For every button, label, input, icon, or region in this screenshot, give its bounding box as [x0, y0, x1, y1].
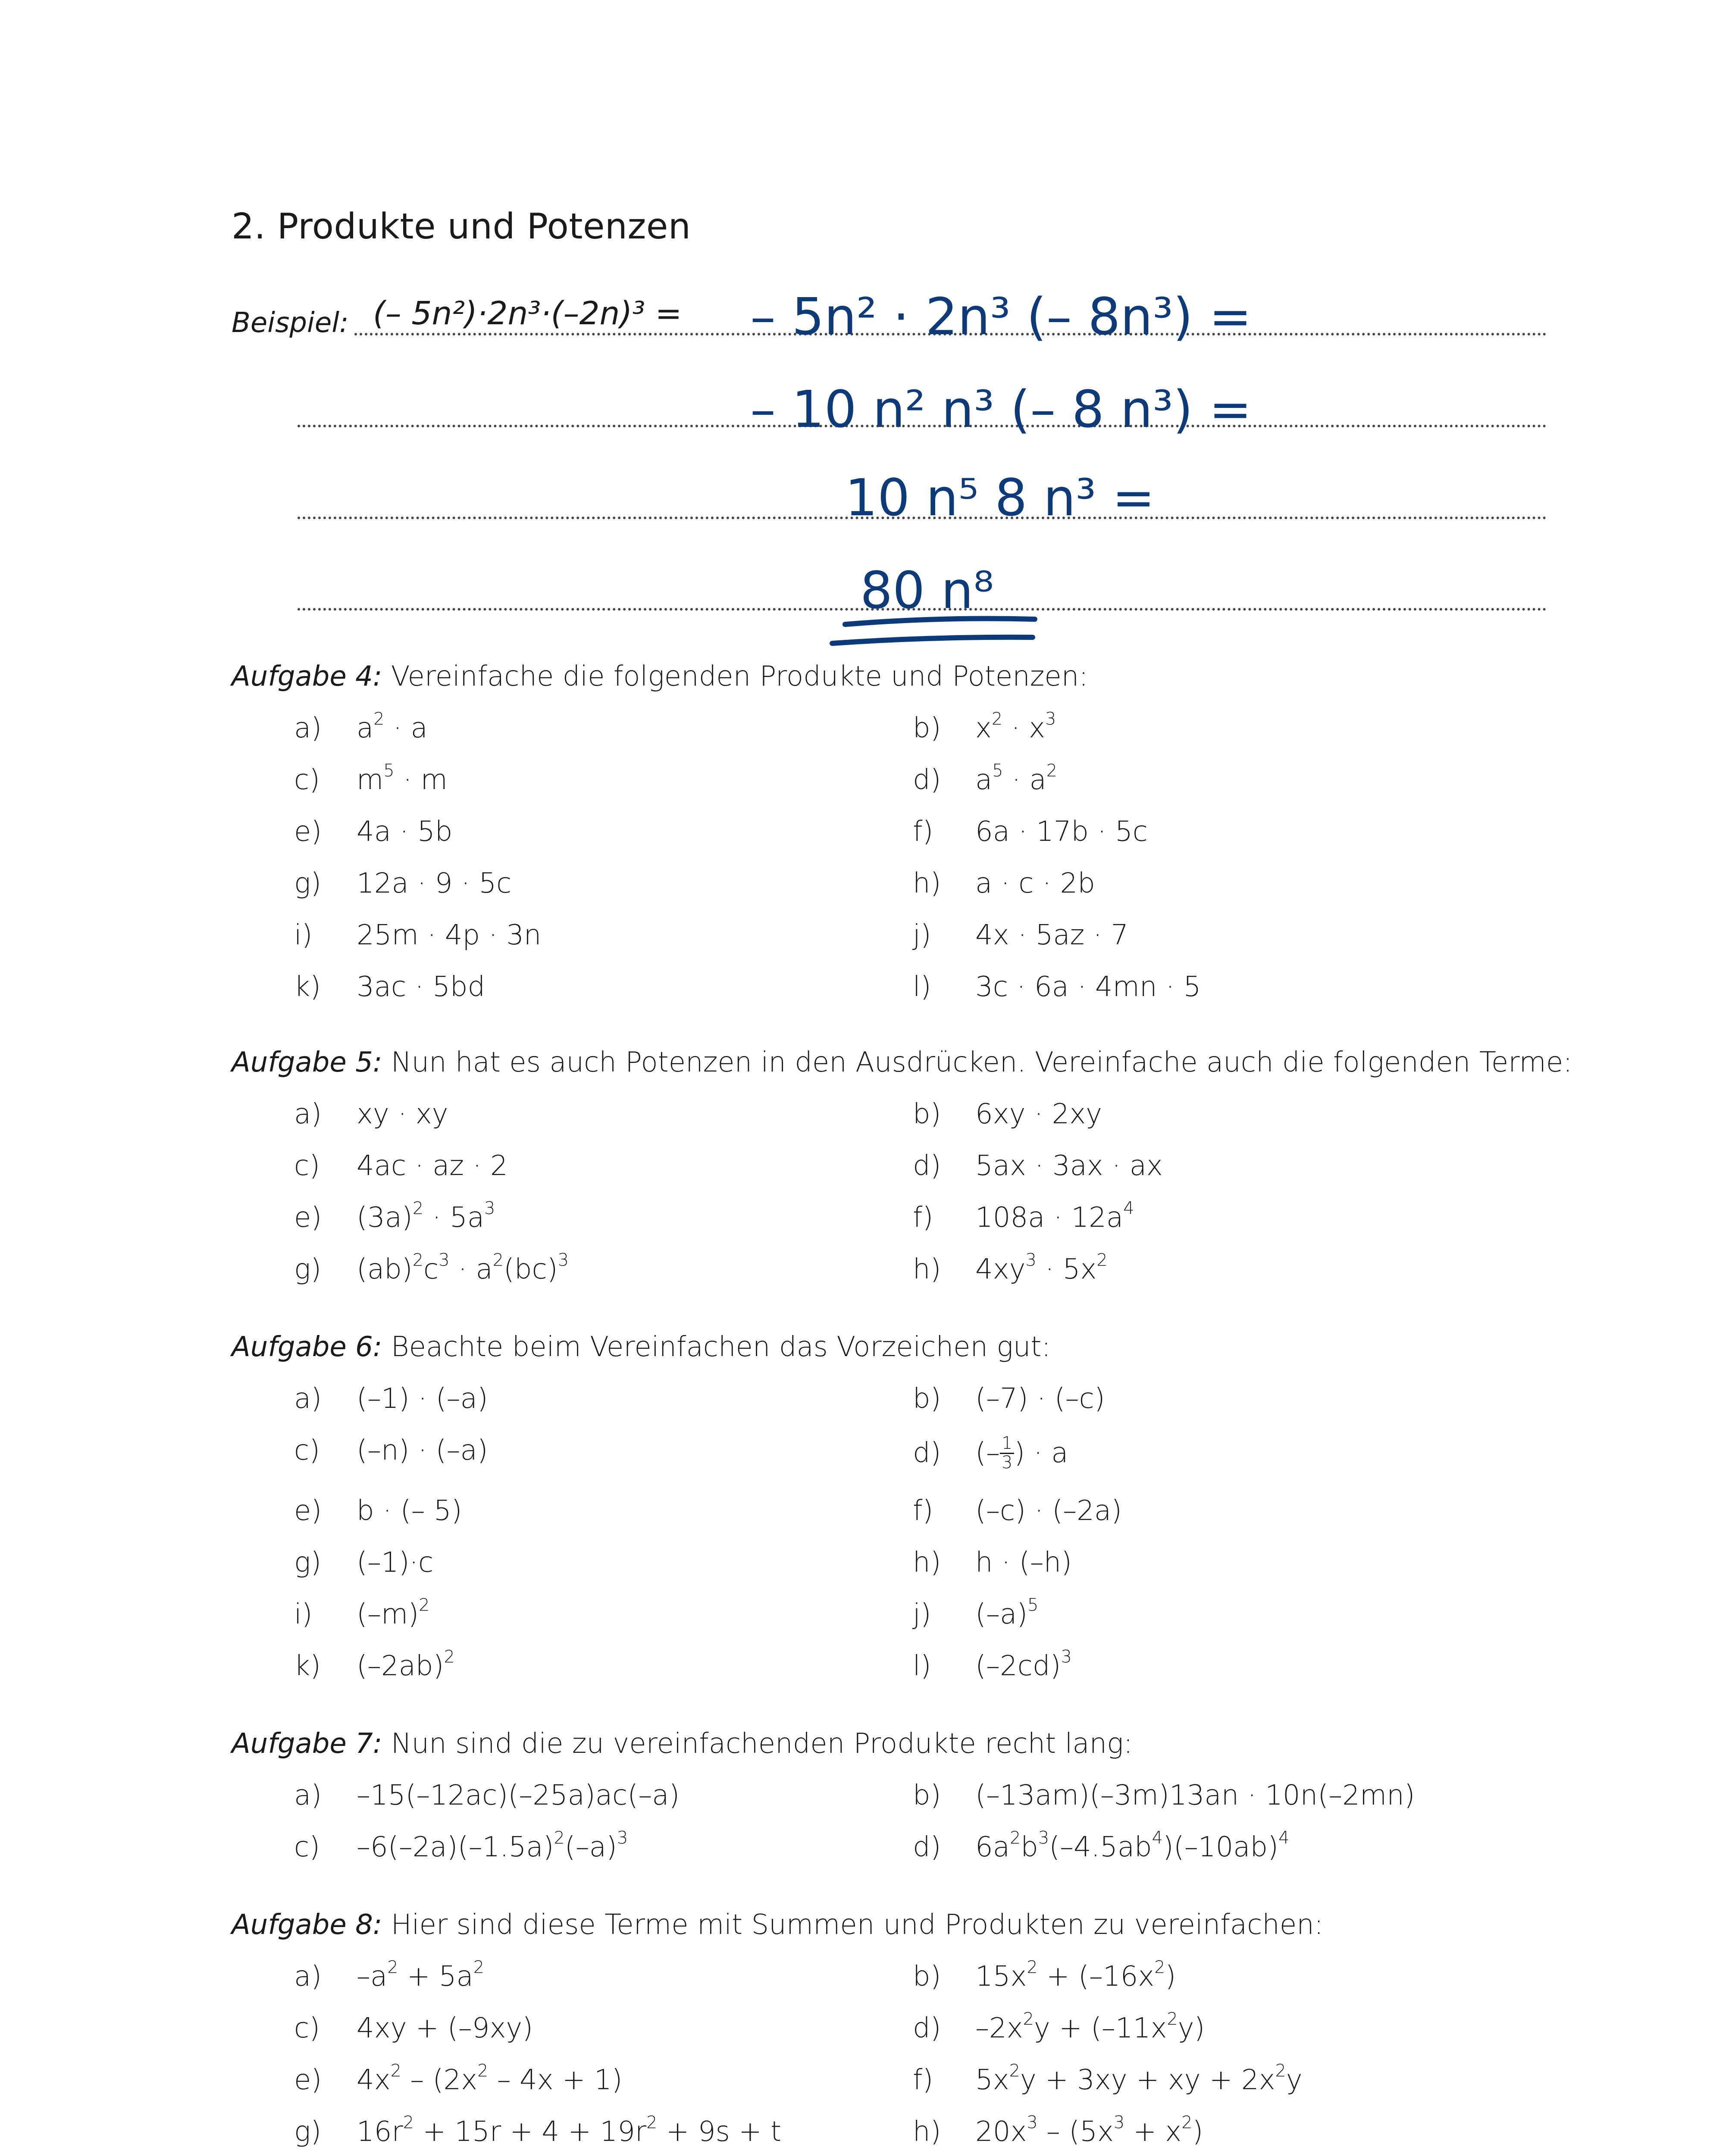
- aufgabe-8-name: Aufgabe 8:: [232, 1909, 382, 1941]
- aufgabe-4-item: [294, 919, 541, 951]
- item-label: k): [294, 971, 321, 1003]
- item-label: h): [913, 868, 941, 899]
- item-label: f): [913, 816, 933, 848]
- aufgabe-6-item: [913, 1595, 1039, 1630]
- item-label: c): [294, 764, 320, 796]
- answer-underline-2: [832, 637, 1033, 643]
- item-expression: $(3a)^2 \cdot 5a^3$: [357, 1198, 495, 1234]
- aufgabe-7-item: [913, 1780, 1415, 1811]
- item-label: e): [294, 1202, 322, 1234]
- item-expression: 3ac · 5bd: [357, 971, 485, 1003]
- item-label: f): [913, 1495, 933, 1527]
- aufgabe-6-item: [913, 1435, 1068, 1472]
- handwritten-line-4: 80 n⁸: [860, 561, 994, 620]
- aufgabe-6-item: [913, 1495, 1122, 1527]
- item-expression: $a^2 \cdot a$: [357, 709, 428, 744]
- item-label: a): [294, 1961, 322, 1993]
- aufgabe-7-item: [294, 1828, 628, 1863]
- aufgabe-7-item: [294, 1780, 680, 1811]
- aufgabe-6-item: [913, 1547, 1072, 1579]
- item-expression: 25m · 4p · 3n: [357, 919, 542, 951]
- aufgabe-6-item: [294, 1647, 455, 1682]
- item-expression: $16r^2 + 15r + 4 + 19r^2 + 9s + t$: [357, 2112, 782, 2148]
- aufgabe-8-item: [913, 2061, 1303, 2096]
- item-expression: (–n) · (–a): [357, 1435, 488, 1467]
- item-expression: $(ab)^2c^3 \cdot a^2(bc)^3$: [357, 1250, 569, 1285]
- item-expression: h · (–h): [975, 1547, 1072, 1579]
- aufgabe-8-heading: [232, 1909, 1323, 1941]
- item-label: d): [913, 1831, 941, 1863]
- item-expression: $-2x^2y + (-11x^2y)$: [975, 2009, 1205, 2044]
- aufgabe-5-text: Nun hat es auch Potenzen in den Ausdrücken. Vereinfache auch die folgenden Terme:: [382, 1047, 1572, 1078]
- aufgabe-5-item: [294, 1250, 569, 1285]
- aufgabe-5-item: [913, 1150, 1163, 1182]
- aufgabe-6-heading: [232, 1331, 1051, 1363]
- aufgabe-4-item: [913, 761, 1057, 796]
- item-label: g): [294, 1253, 322, 1285]
- item-expression: $20x^3 - (5x^3 + x^2)$: [975, 2112, 1203, 2148]
- item-expression: $108a \cdot 12a^4$: [975, 1198, 1134, 1234]
- item-label: d): [913, 2012, 941, 2044]
- aufgabe-5-item: [294, 1198, 495, 1234]
- aufgabe-4-text: Vereinfache die folgenden Produkte und Potenzen:: [382, 661, 1088, 693]
- aufgabe-4-name: Aufgabe 4:: [232, 661, 382, 693]
- item-label: j): [913, 919, 931, 951]
- item-expression: 5ax · 3ax · ax: [975, 1150, 1163, 1182]
- item-label: l): [913, 1650, 931, 1682]
- aufgabe-4-item: [294, 868, 511, 899]
- item-label: d): [913, 764, 941, 796]
- item-expression: $(-m)^2$: [357, 1595, 430, 1630]
- item-expression: $-6(-2a)(-1.5a)^2(-a)^3$: [357, 1828, 628, 1863]
- item-expression: (–1) · (–a): [357, 1383, 488, 1415]
- item-expression: –15(–12ac)(–25a)ac(–a): [357, 1780, 680, 1811]
- item-expression: $15x^2 + (-16x^2)$: [975, 1957, 1176, 1993]
- item-label: g): [294, 868, 322, 899]
- item-expression: $4xy^3 \cdot 5x^2$: [975, 1250, 1108, 1285]
- item-expression: 4ac · az · 2: [357, 1150, 508, 1182]
- item-expression: b · (– 5): [357, 1495, 462, 1527]
- item-expression: $-a^2 + 5a^2$: [357, 1957, 484, 1993]
- item-label: f): [913, 2064, 933, 2096]
- item-label: k): [294, 1650, 321, 1682]
- aufgabe-5-item: [294, 1098, 448, 1130]
- item-label: c): [294, 1435, 320, 1467]
- section-title: 2. Produkte und Potenzen: [232, 206, 691, 247]
- aufgabe-8-item: [294, 2012, 533, 2044]
- item-label: d): [913, 1437, 941, 1469]
- item-expression: $a^5 \cdot a^2$: [975, 761, 1057, 796]
- item-label: a): [294, 712, 322, 744]
- aufgabe-8-item: [913, 2112, 1203, 2148]
- aufgabe-4-item: [294, 709, 428, 744]
- aufgabe-4-item: [913, 816, 1148, 848]
- item-label: i): [294, 1598, 313, 1630]
- aufgabe-4-item: [913, 709, 1056, 744]
- aufgabe-5-item: [913, 1198, 1134, 1234]
- aufgabe-5-item: [913, 1098, 1102, 1130]
- handwritten-line-3: 10 n⁵ 8 n³ =: [845, 468, 1155, 527]
- item-expression: (–7) · (–c): [975, 1383, 1105, 1415]
- item-label: c): [294, 2012, 320, 2044]
- item-label: e): [294, 1495, 322, 1527]
- item-expression: 3c · 6a · 4mn · 5: [975, 971, 1201, 1003]
- item-expression: (– $\frac{1}{3}$ ) · a: [975, 1433, 1068, 1473]
- item-label: c): [294, 1150, 320, 1182]
- aufgabe-5-item: [913, 1250, 1108, 1285]
- item-expression: 6xy · 2xy: [975, 1098, 1102, 1130]
- aufgabe-7-name: Aufgabe 7:: [232, 1728, 382, 1760]
- beispiel-label: Beispiel:: [232, 307, 349, 339]
- aufgabe-5-item: [294, 1150, 508, 1182]
- handwritten-line-2: – 10 n² n³ (– 8 n³) =: [750, 379, 1252, 439]
- item-label: i): [294, 919, 313, 951]
- item-expression: (–1)·c: [357, 1547, 434, 1579]
- item-expression: $(-2cd)^3$: [975, 1647, 1072, 1682]
- aufgabe-8-item: [294, 2061, 623, 2096]
- item-label: b): [913, 1961, 941, 1993]
- item-expression: $m^5 \cdot m$: [357, 761, 448, 796]
- aufgabe-4-heading: [232, 661, 1088, 693]
- item-expression: xy · xy: [357, 1098, 448, 1130]
- item-label: c): [294, 1831, 320, 1863]
- item-expression: 12a · 9 · 5c: [357, 868, 512, 899]
- item-label: g): [294, 1547, 322, 1579]
- aufgabe-6-item: [294, 1435, 488, 1467]
- item-label: f): [913, 1202, 933, 1234]
- item-label: e): [294, 816, 322, 848]
- aufgabe-6-name: Aufgabe 6:: [232, 1331, 382, 1363]
- item-label: j): [913, 1598, 931, 1630]
- item-expression: $5x^2y + 3xy$ + xy + $2x^2y$: [975, 2061, 1303, 2096]
- item-label: b): [913, 712, 941, 744]
- item-label: h): [913, 1547, 941, 1579]
- item-label: b): [913, 1383, 941, 1415]
- item-expression: (–13am)(–3m)13an · 10n(–2mn): [975, 1780, 1415, 1811]
- item-label: b): [913, 1098, 941, 1130]
- aufgabe-4-item: [294, 816, 452, 848]
- item-expression: $4x^2 - (2x^2 - 4x + 1)$: [357, 2061, 623, 2096]
- item-label: g): [294, 2116, 322, 2148]
- aufgabe-6-text: Beachte beim Vereinfachen das Vorzeichen gut:: [382, 1331, 1051, 1363]
- item-label: a): [294, 1780, 322, 1811]
- item-label: h): [913, 1253, 941, 1285]
- item-label: e): [294, 2064, 322, 2096]
- aufgabe-7-text: Nun sind die zu vereinfachenden Produkte recht lang:: [382, 1728, 1133, 1760]
- aufgabe-4-item: [913, 868, 1095, 899]
- printed-example-expression: (– 5n²)·2n³·(–2n)³ =: [373, 295, 682, 332]
- aufgabe-4-item: [294, 761, 448, 796]
- item-expression: $x^2 \cdot x^3$: [975, 709, 1056, 744]
- aufgabe-5-name: Aufgabe 5:: [232, 1047, 382, 1078]
- aufgabe-6-item: [294, 1547, 433, 1579]
- handwritten-line-1: – 5n² · 2n³ (– 8n³) =: [750, 287, 1252, 346]
- aufgabe-6-item: [294, 1495, 462, 1527]
- item-label: b): [913, 1780, 941, 1811]
- aufgabe-4-item: [294, 971, 485, 1003]
- item-expression: $6a^2b^3(-4.5ab^4)(-10ab)^4$: [975, 1828, 1290, 1863]
- aufgabe-8-item: [913, 1957, 1176, 1993]
- item-label: d): [913, 1150, 941, 1182]
- item-expression: 6a · 17b · 5c: [975, 816, 1148, 848]
- item-label: l): [913, 971, 931, 1003]
- aufgabe-6-item: [294, 1595, 430, 1630]
- aufgabe-8-item: [913, 2009, 1205, 2044]
- item-expression: a · c · 2b: [975, 868, 1095, 899]
- aufgabe-5-heading: [232, 1047, 1572, 1078]
- aufgabe-8-item: [294, 2112, 782, 2148]
- item-label: a): [294, 1383, 322, 1415]
- item-label: a): [294, 1098, 322, 1130]
- item-expression: 4a · 5b: [357, 816, 453, 848]
- aufgabe-6-item: [913, 1647, 1072, 1682]
- aufgabe-6-item: [913, 1383, 1105, 1415]
- item-expression: 4xy + (–9xy): [357, 2012, 533, 2044]
- aufgabe-4-item: [913, 971, 1201, 1003]
- item-expression: (–c) · (–2a): [975, 1495, 1122, 1527]
- aufgabe-6-item: [294, 1383, 488, 1415]
- aufgabe-7-item: [913, 1828, 1290, 1863]
- item-label: h): [913, 2116, 941, 2148]
- item-expression: 4x · 5az · 7: [975, 919, 1128, 951]
- item-expression: $(-a)^5$: [975, 1595, 1039, 1630]
- aufgabe-4-item: [913, 919, 1128, 951]
- aufgabe-8-text: Hier sind diese Terme mit Summen und Produkten zu vereinfachen:: [382, 1909, 1324, 1941]
- aufgabe-7-heading: [232, 1728, 1133, 1760]
- aufgabe-8-item: [294, 1957, 484, 1993]
- item-expression: $(-2ab)^2$: [357, 1647, 455, 1682]
